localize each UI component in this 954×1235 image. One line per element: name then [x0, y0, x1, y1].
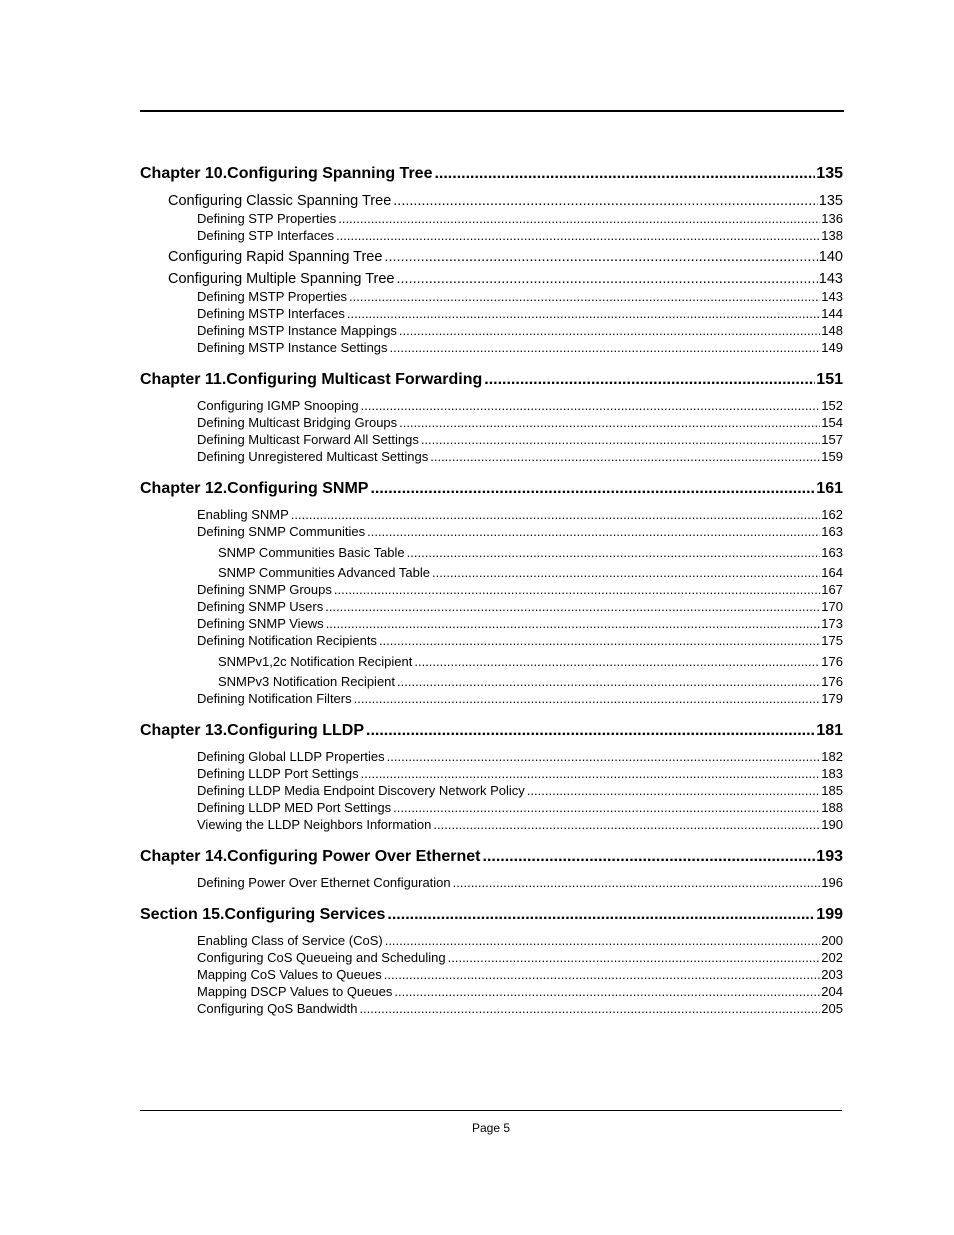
- toc-dot-leader: [433, 817, 820, 833]
- toc-dot-leader: [347, 306, 820, 322]
- toc-dot-leader: [484, 370, 815, 390]
- toc-entry-page-number: 136: [821, 211, 843, 226]
- toc-dot-leader: [366, 721, 815, 741]
- page-number: Page 5: [471, 1121, 511, 1135]
- toc-entry-page-number: 161: [816, 480, 843, 497]
- toc-dot-leader: [407, 545, 821, 561]
- toc-chapter-entry[interactable]: [140, 721, 843, 741]
- toc-entry[interactable]: [197, 691, 843, 707]
- toc-entry-title: Defining Multicast Bridging Groups: [197, 415, 398, 430]
- toc-entry[interactable]: [218, 654, 843, 670]
- toc-dot-leader: [385, 933, 821, 949]
- toc-dot-leader: [397, 270, 818, 288]
- toc-entry-title: SNMPv3 Notification Recipient: [218, 674, 396, 689]
- toc-entry-page-number: 149: [821, 340, 843, 355]
- toc-entry[interactable]: [197, 415, 843, 431]
- toc-dot-leader: [390, 340, 821, 356]
- footer-rule: [140, 1110, 842, 1111]
- toc-entry-page-number: 159: [821, 449, 843, 464]
- toc-dot-leader: [434, 164, 815, 184]
- toc-entry[interactable]: [168, 270, 843, 288]
- toc-entry-page-number: 204: [821, 984, 843, 999]
- toc-entry-title: Chapter 12.Configuring SNMP: [140, 480, 369, 497]
- toc-dot-leader: [399, 415, 820, 431]
- toc-entry-title: Defining Notification Filters: [197, 691, 352, 706]
- toc-chapter-entry[interactable]: [140, 905, 843, 925]
- toc-entry-title: Chapter 10.Configuring Spanning Tree: [140, 165, 433, 182]
- toc-dot-leader: [421, 432, 820, 448]
- toc-entry[interactable]: [197, 875, 843, 891]
- toc-entry[interactable]: [197, 228, 843, 244]
- toc-dot-leader: [387, 905, 815, 925]
- toc-entry-page-number: 144: [821, 306, 843, 321]
- toc-entry-page-number: 157: [821, 432, 843, 447]
- toc-entry-title: Defining Power Over Ethernet Configuration: [197, 875, 451, 890]
- toc-entry[interactable]: [197, 783, 843, 799]
- toc-entry-title: Defining MSTP Properties: [197, 289, 348, 304]
- toc-entry-page-number: 140: [818, 249, 843, 265]
- toc-entry-page-number: 193: [816, 848, 843, 865]
- toc-entry[interactable]: [197, 950, 843, 966]
- toc-entry-title: Chapter 13.Configuring LLDP: [140, 722, 364, 739]
- toc-entry-title: Defining Multicast Forward All Settings: [197, 432, 419, 447]
- toc-entry-page-number: 200: [821, 933, 843, 948]
- toc-entry-page-number: 162: [821, 507, 843, 522]
- toc-dot-leader: [354, 691, 821, 707]
- toc-entry-page-number: 151: [816, 371, 843, 388]
- toc-entry-page-number: 203: [821, 967, 843, 982]
- toc-dot-leader: [399, 323, 820, 339]
- toc-entry[interactable]: [197, 449, 843, 465]
- header-rule: [140, 110, 844, 112]
- toc-dot-leader: [414, 654, 820, 670]
- toc-entry-title: SNMP Communities Basic Table: [218, 545, 405, 560]
- toc-dot-leader: [338, 211, 820, 227]
- toc-entry[interactable]: [218, 545, 843, 561]
- toc-entry[interactable]: [168, 192, 843, 210]
- toc-entry-title: Enabling Class of Service (CoS): [197, 933, 383, 948]
- toc-entry[interactable]: [197, 616, 843, 632]
- toc-entry-title: SNMPv1,2c Notification Recipient: [218, 654, 413, 669]
- toc-entry-title: Configuring Classic Spanning Tree: [168, 193, 392, 209]
- toc-entry-title: Defining Global LLDP Properties: [197, 749, 385, 764]
- toc-entry-page-number: 190: [821, 817, 843, 832]
- toc-entry-title: Section 15.Configuring Services: [140, 906, 386, 923]
- toc-entry-title: Configuring Rapid Spanning Tree: [168, 249, 383, 265]
- toc-entry[interactable]: [197, 1001, 843, 1017]
- toc-entry-title: Defining Notification Recipients: [197, 633, 377, 648]
- toc-entry-page-number: 167: [821, 582, 843, 597]
- toc-entry-page-number: 154: [821, 415, 843, 430]
- toc-entry-page-number: 176: [821, 654, 843, 669]
- toc-entry-title: Defining SNMP Users: [197, 599, 324, 614]
- toc-entry-page-number: 135: [816, 165, 843, 182]
- toc-entry[interactable]: [197, 582, 843, 598]
- toc-dot-leader: [367, 524, 820, 540]
- toc-entry-title: SNMP Communities Advanced Table: [218, 565, 430, 580]
- toc-entry-page-number: 188: [821, 800, 843, 815]
- toc-dot-leader: [384, 967, 821, 983]
- toc-entry-page-number: 175: [821, 633, 843, 648]
- toc-entry-title: Mapping DSCP Values to Queues: [197, 984, 393, 999]
- toc-dot-leader: [291, 507, 821, 523]
- toc-dot-leader: [326, 616, 821, 632]
- toc-dot-leader: [394, 984, 820, 1000]
- toc-entry[interactable]: [197, 766, 843, 782]
- toc-entry-page-number: 183: [821, 766, 843, 781]
- toc-entry-title: Defining Unregistered Multicast Settings: [197, 449, 429, 464]
- toc-dot-leader: [361, 766, 821, 782]
- toc-entry[interactable]: [197, 507, 843, 523]
- toc-entry-title: Defining LLDP Port Settings: [197, 766, 359, 781]
- toc-entry[interactable]: [197, 323, 843, 339]
- toc-dot-leader: [387, 749, 821, 765]
- toc-entry[interactable]: [197, 984, 843, 1000]
- toc-entry-page-number: 143: [818, 271, 843, 287]
- toc-chapter-entry[interactable]: [140, 847, 843, 867]
- toc-entry-title: Defining SNMP Views: [197, 616, 324, 631]
- toc-entry[interactable]: [197, 340, 843, 356]
- toc-entry[interactable]: [197, 749, 843, 765]
- toc-dot-leader: [393, 192, 818, 210]
- toc-entry-page-number: 176: [821, 674, 843, 689]
- toc-entry[interactable]: [197, 817, 843, 833]
- toc-dot-leader: [483, 847, 816, 867]
- toc-entry-page-number: 135: [818, 193, 843, 209]
- toc-chapter-entry[interactable]: [140, 164, 843, 184]
- toc-entry[interactable]: [197, 967, 843, 983]
- toc-dot-leader: [527, 783, 820, 799]
- toc-dot-leader: [393, 800, 820, 816]
- toc-dot-leader: [384, 248, 817, 266]
- toc-dot-leader: [370, 479, 815, 499]
- toc-entry-title: Defining STP Properties: [197, 211, 337, 226]
- toc-entry-title: Defining STP Interfaces: [197, 228, 335, 243]
- toc-entry-page-number: 185: [821, 783, 843, 798]
- toc-entry[interactable]: [218, 674, 843, 690]
- toc-entry-title: Configuring QoS Bandwidth: [197, 1001, 358, 1016]
- toc-entry-page-number: 202: [821, 950, 843, 965]
- toc-entry-title: Mapping CoS Values to Queues: [197, 967, 382, 982]
- toc-entry[interactable]: [197, 211, 843, 227]
- toc-entry-page-number: 182: [821, 749, 843, 764]
- toc-dot-leader: [453, 875, 821, 891]
- toc-dot-leader: [334, 582, 820, 598]
- toc-entry-page-number: 173: [821, 616, 843, 631]
- toc-dot-leader: [336, 228, 820, 244]
- toc-entry-title: Configuring IGMP Snooping: [197, 398, 359, 413]
- toc-entry-title: Viewing the LLDP Neighbors Information: [197, 817, 432, 832]
- toc-dot-leader: [349, 289, 820, 305]
- toc-dot-leader: [430, 449, 820, 465]
- toc-entry-title: Defining MSTP Instance Mappings: [197, 323, 397, 338]
- toc-entry[interactable]: [197, 306, 843, 322]
- toc-entry[interactable]: [197, 800, 843, 816]
- toc-entry-page-number: 148: [821, 323, 843, 338]
- toc-entry-page-number: 138: [821, 228, 843, 243]
- toc-entry-page-number: 143: [821, 289, 843, 304]
- toc-entry-page-number: 181: [816, 722, 843, 739]
- toc-entry-title: Defining LLDP MED Port Settings: [197, 800, 392, 815]
- toc-entry-title: Defining SNMP Communities: [197, 524, 366, 539]
- toc-dot-leader: [359, 1001, 820, 1017]
- toc-entry[interactable]: [197, 432, 843, 448]
- toc-entry-title: Defining MSTP Instance Settings: [197, 340, 388, 355]
- toc-entry[interactable]: [168, 248, 843, 266]
- toc-dot-leader: [432, 565, 820, 581]
- toc-entry[interactable]: [197, 524, 843, 540]
- toc-dot-leader: [397, 674, 820, 690]
- toc-dot-leader: [448, 950, 821, 966]
- toc-entry-page-number: 196: [821, 875, 843, 890]
- toc-entry-page-number: 152: [821, 398, 843, 413]
- toc-chapter-entry[interactable]: [140, 479, 843, 499]
- toc-entry-page-number: 179: [821, 691, 843, 706]
- toc-entry-title: Defining SNMP Groups: [197, 582, 332, 597]
- toc-entry[interactable]: [197, 289, 843, 305]
- toc-entry-page-number: 163: [821, 524, 843, 539]
- toc-chapter-entry[interactable]: [140, 370, 843, 390]
- toc-entry[interactable]: [197, 933, 843, 949]
- toc-dot-leader: [379, 633, 820, 649]
- toc-entry-title: Defining LLDP Media Endpoint Discovery Network Policy: [197, 783, 525, 798]
- toc-entry-title: Configuring CoS Queueing and Scheduling: [197, 950, 446, 965]
- toc-dot-leader: [361, 398, 821, 414]
- toc-entry-page-number: 164: [821, 565, 843, 580]
- toc-entry-title: Defining MSTP Interfaces: [197, 306, 345, 321]
- toc-entry-title: Chapter 14.Configuring Power Over Ethernet: [140, 848, 481, 865]
- toc-entry-page-number: 163: [821, 545, 843, 560]
- toc-entry[interactable]: [197, 599, 843, 615]
- toc-entry[interactable]: [197, 633, 843, 649]
- toc-entry-title: Chapter 11.Configuring Multicast Forwarding: [140, 371, 483, 388]
- toc-entry-page-number: 170: [821, 599, 843, 614]
- toc-entry-page-number: 199: [816, 906, 843, 923]
- toc-entry[interactable]: [218, 565, 843, 581]
- toc-entry[interactable]: [197, 398, 843, 414]
- toc-entry-page-number: 205: [821, 1001, 843, 1016]
- toc-dot-leader: [325, 599, 820, 615]
- toc-entry-title: Configuring Multiple Spanning Tree: [168, 271, 395, 287]
- toc-entry-title: Enabling SNMP: [197, 507, 289, 522]
